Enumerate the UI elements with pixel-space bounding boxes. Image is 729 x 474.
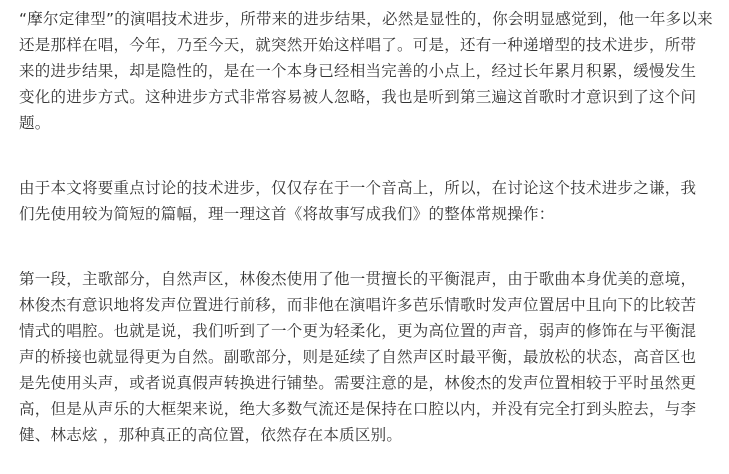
text-line: 们先使用较为简短的篇幅，理一理这首《将故事写成我们》的整体常规操作： (19, 205, 555, 223)
paragraph-1 (19, 6, 724, 136)
text-line: 情式的唱腔。也就是说，我们听到了一个更为轻柔化，更为高位置的声音，弱声的修饰在与平衡混 (19, 322, 697, 340)
text-line: “摩尔定律型”的演唱技术进步，所带来的进步结果，必然是显性的，你会明显感觉到，他一年多以来 (19, 10, 713, 28)
text-line: 第一段，主歌部分，自然声区，林俊杰使用了他一贯擅长的平衡混声，由于歌曲本身优美的意境， (19, 270, 697, 288)
text-line: 变化的进步方式。这种进步方式非常容易被人忽略，我也是听到第三遍这首歌时才意识到了这个问 (19, 88, 697, 106)
paragraph-3 (19, 266, 724, 448)
article-body (19, 6, 724, 448)
text-line: 还是那样在唱，今年，乃至今天，就突然开始这样唱了。可是，还有一种递增型的技术进步，所带 (19, 36, 697, 54)
paragraph-2 (19, 175, 724, 227)
text-line: 由于本文将要重点讨论的技术进步，仅仅存在于一个音高上，所以，在讨论这个技术进步之谦，我 (19, 179, 697, 197)
text-line: 高，但是从声乐的大框架来说，绝大多数气流还是保持在口腔以内，并没有完全打到头腔去，与李 (19, 400, 697, 418)
text-line: 来的进步结果，却是隐性的，是在一个本身已经相当完善的小点上，经过长年累月积累，缓慢发生 (19, 62, 697, 80)
text-line: 是先使用头声，或者说真假声转换进行铺垫。需要注意的是，林俊杰的发声位置相较于平时虽然更 (19, 374, 697, 392)
text-line: 声的桥接也就显得更为自然。副歌部分，则是延续了自然声区时最平衡，最放松的状态，高音区也 (19, 348, 697, 366)
text-line: 题。 (19, 114, 51, 132)
text-line: 健、林志炫 ，那种真正的高位置，依然存在本质区别。 (19, 426, 403, 444)
text-line: 林俊杰有意识地将发声位置进行前移，而非他在演唱许多芭乐情歌时发声位置居中且向下的比较苦 (19, 296, 697, 314)
